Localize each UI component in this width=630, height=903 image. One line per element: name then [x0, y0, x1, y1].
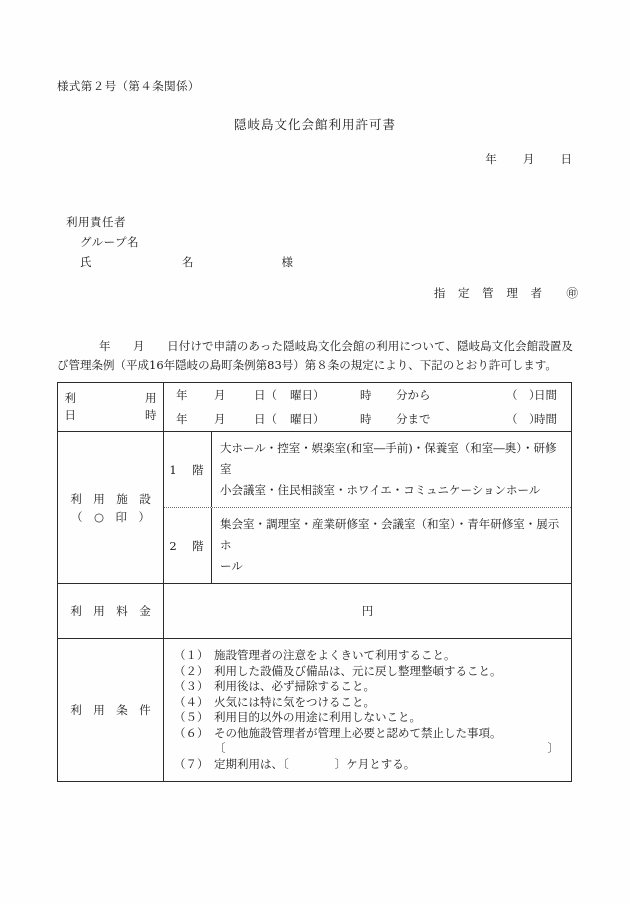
floor-2f-label: 2 階: [164, 508, 212, 583]
condition-item-3: [174, 679, 563, 695]
start-minute: 分から: [396, 388, 431, 402]
condition-6-fill-in-bracket[interactable]: [174, 741, 563, 757]
seal-icon: ㊞: [566, 286, 578, 300]
floor-1f-label: 1 階: [164, 432, 212, 507]
condition-item-5: [174, 710, 563, 726]
days-unit: 日間: [534, 388, 557, 402]
start-weekday: 曜日）: [290, 388, 325, 402]
fee-currency-unit: 円: [361, 604, 374, 618]
floor-row-1f: [164, 432, 571, 508]
condition-item-6: [174, 726, 563, 742]
condition-item-1: [174, 648, 563, 664]
datetime-start-line: [164, 383, 571, 407]
start-year: 年: [176, 388, 188, 402]
datetime-label-line2: 日 時: [64, 408, 157, 422]
table-row-datetime: [58, 383, 571, 432]
table-row-fee: [58, 584, 571, 639]
addressee-group-name: グループ名: [80, 235, 140, 249]
conditions-label: 利 用 条 件: [58, 639, 164, 781]
hours-paren: （ ）: [506, 412, 541, 426]
floor-2f-items[interactable]: [212, 508, 571, 583]
floor-1f-item-line-2: 小会議室・住民相談室・ホワイエ・コミュニケーションホール: [220, 483, 541, 497]
issue-date-year: 年: [485, 152, 497, 166]
datetime-label-line1: 利 用: [64, 391, 157, 405]
floor-list: [164, 432, 571, 583]
body-date-year: 年: [99, 339, 111, 353]
facility-label-line1: 利 用 施 設: [70, 491, 151, 506]
floor-row-2f: [164, 508, 571, 583]
end-day: 日（: [254, 412, 277, 426]
condition-7-text: 定期利用は、〔 〕ケ月とする。: [214, 756, 416, 771]
issue-date-month: 月: [522, 152, 535, 166]
table-row-facility: [58, 432, 571, 584]
hours-unit: 時間: [534, 412, 557, 426]
condition-item-4: [174, 695, 563, 711]
signer-block: [434, 285, 578, 301]
condition-7-number: （７）: [174, 756, 209, 771]
facility-options: [164, 432, 571, 583]
end-hour: 時: [360, 412, 372, 426]
addressee-name-row: [66, 252, 294, 272]
conditions-content: [164, 639, 571, 781]
start-day: 日（: [254, 388, 277, 402]
body-text: 日付けで申請のあった隠岐島文化会館の利用について、隠岐島文化会館設置及び管理条例（平成16年隠岐の島町条例第83号）第８条の規定により、下記のとおり許可します。: [57, 339, 573, 372]
condition-1-number: （１）: [174, 648, 209, 662]
condition-2-text: 利用した設備及び備品は、元に戻し整理整頓すること。: [214, 663, 502, 678]
addressee-role: 利用責任者: [66, 215, 126, 229]
datetime-label: [58, 383, 164, 431]
addressee-block: [66, 212, 294, 272]
issue-date: [485, 151, 572, 167]
condition-5-number: （５）: [174, 710, 209, 724]
condition-1-text: 施設管理者の注意をよくきいて利用すること。: [214, 648, 456, 662]
condition-2-number: （２）: [174, 663, 209, 678]
condition-3-number: （３）: [174, 679, 209, 693]
permit-details-table: [57, 382, 572, 782]
condition-3-text: 利用後は、必ず掃除すること。: [214, 679, 375, 693]
condition-6-text: その他施設管理者が管理上必要と認めて禁止した事項。: [214, 725, 502, 740]
addressee-name-label: 氏 名: [80, 255, 208, 269]
days-paren: （ ）: [506, 388, 541, 402]
fee-value-cell[interactable]: [164, 584, 571, 638]
condition-6-number: （６）: [174, 725, 209, 740]
start-hour: 時: [360, 388, 372, 402]
issue-date-day: 日: [560, 152, 572, 166]
bracket-open: 〔: [214, 741, 226, 755]
body-paragraph: [57, 337, 573, 375]
conditions-list: [164, 639, 571, 781]
condition-4-number: （４）: [174, 694, 209, 709]
table-row-conditions: [58, 639, 571, 781]
signer-label: 指 定 管 理 者: [433, 286, 547, 300]
facility-label: [58, 432, 164, 583]
end-minute: 分まで: [396, 412, 431, 426]
start-month: 月: [214, 388, 226, 402]
floor-2f-item-line-2: ール: [220, 559, 243, 573]
document-title: 隠岐島文化会館利用許可書: [233, 117, 396, 132]
floor-2f-item-line-1: 集会室・調理室・産業研修室・会議室（和室）・青年研修室・展示ホ: [220, 517, 560, 552]
addressee-honorific: 様: [281, 255, 294, 269]
fee-amount-field[interactable]: [164, 584, 571, 638]
condition-5-text: 利用目的以外の用途に利用しないこと。: [214, 710, 421, 724]
form-number: 様式第２号（第４条関係）: [57, 79, 200, 93]
end-year: 年: [176, 412, 188, 426]
fee-label: 利 用 料 金: [58, 584, 164, 638]
bracket-close: 〕: [547, 741, 559, 755]
body-date-month: 月: [133, 339, 145, 353]
end-month: 月: [214, 412, 226, 426]
condition-item-7: [174, 757, 563, 773]
facility-label-line2: （ ○ 印 ）: [70, 509, 151, 524]
condition-item-2: [174, 664, 563, 680]
datetime-fields: [164, 383, 571, 431]
datetime-end-line: [164, 407, 571, 431]
condition-4-text: 火気には特に気をつけること。: [214, 694, 375, 709]
end-weekday: 曜日）: [290, 412, 325, 426]
floor-1f-items[interactable]: [212, 432, 571, 507]
floor-1f-item-line-1: 大ホール・控室・娯楽室(和室―手前)・保養室（和室―奥）・研修室: [220, 441, 557, 476]
